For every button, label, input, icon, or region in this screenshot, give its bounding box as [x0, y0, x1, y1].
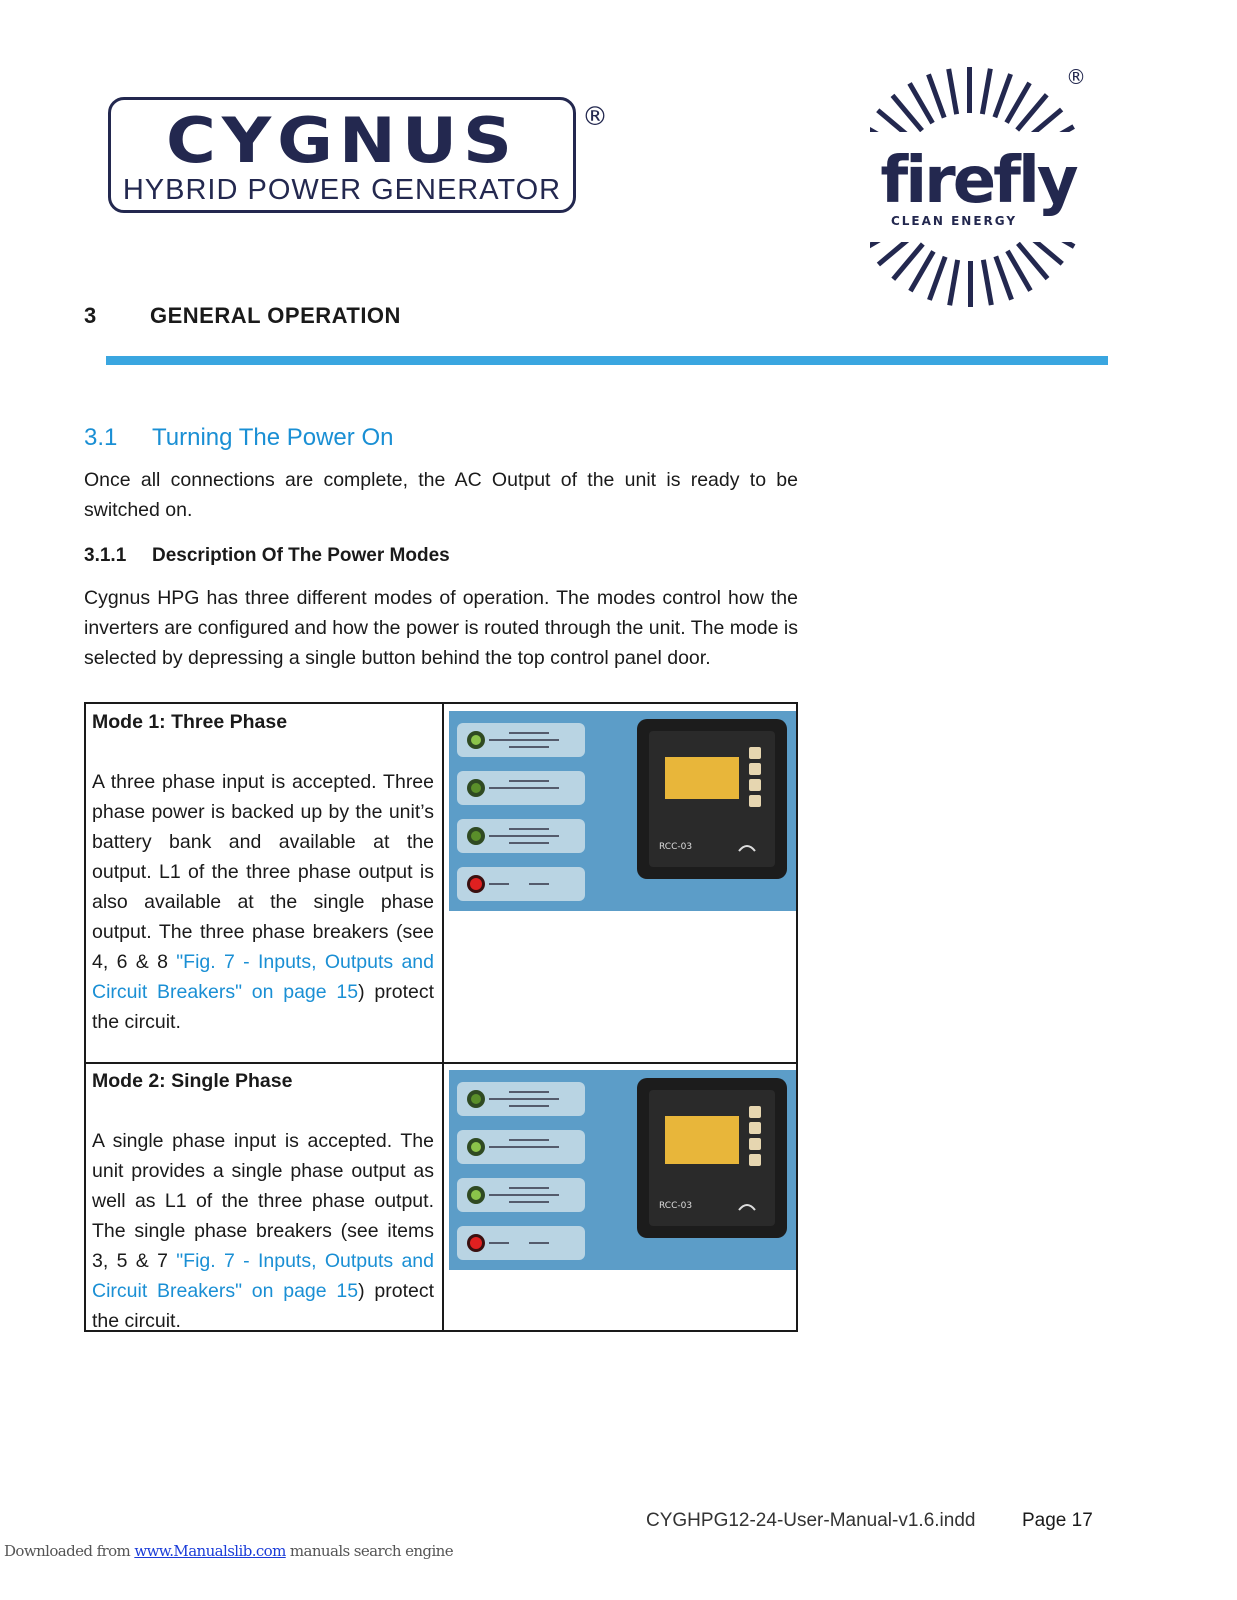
mode-2-body [92, 1126, 434, 1336]
section-intro: Once all connections are complete, the AC Output of the unit is ready to be switched on. [84, 469, 798, 521]
mode-1-text-end: ) protect the circuit. [92, 981, 435, 1033]
rcc-controller [637, 1078, 787, 1238]
mode-1-body [92, 767, 434, 1037]
chapter-divider [106, 356, 1108, 365]
table-row-divider [86, 1062, 796, 1064]
table-column-divider [442, 704, 444, 1330]
cygnus-logo-tagline: HYBRID POWER GENERATOR [122, 174, 562, 206]
download-suffix: manuals search engine [285, 1542, 453, 1560]
mode-2-title: Mode 2: Single Phase [92, 1070, 293, 1092]
mode-2-text-end: ) protect the circuit. [92, 1280, 435, 1332]
firefly-registered-mark: ® [1066, 65, 1086, 89]
subsection-number: 3.1.1 [84, 545, 127, 566]
mode-1-description [92, 707, 434, 1037]
manualslib-link[interactable]: www.Manualslib.com [134, 1542, 286, 1560]
section-number: 3.1 [84, 424, 118, 451]
mode-1-figure-link[interactable]: "Fig. 7 - Inputs, Outputs and Circuit Breakers" on page 15 [92, 951, 434, 1003]
rcc-controller [637, 719, 787, 879]
mode-2-description [92, 1066, 434, 1336]
mode-1-control-panel-image [449, 711, 796, 911]
cygnus-logo [108, 97, 576, 213]
mode-1-controller-label: RCC-03 [659, 842, 693, 852]
cygnus-registered-mark: ® [582, 102, 608, 132]
mode-2-controller-label: RCC-03 [659, 1201, 693, 1211]
mode-1-title: Mode 1: Three Phase [92, 711, 288, 733]
manualslib-download-note [4, 1542, 453, 1560]
chapter-number: 3 [84, 303, 97, 328]
subsection-title: Description Of The Power Modes [152, 545, 450, 566]
firefly-logo-word: firefly [880, 144, 1076, 218]
firefly-logo-tagline: CLEAN ENERGY [890, 214, 1018, 228]
cygnus-logo-word: CYGNUS [165, 105, 519, 178]
power-modes-table [84, 702, 798, 1332]
mode-2-text: A single phase input is accepted. The unit provides a single phase output as well as L1 of the three phase output. The single phase breakers (see items 3, 5 & 7 [92, 1130, 434, 1272]
section-title: Turning The Power On [152, 424, 394, 451]
mode-2-figure-link[interactable]: "Fig. 7 - Inputs, Outputs and Circuit Breakers" on page 15 [92, 1250, 434, 1302]
footer-page-number: Page 17 [1022, 1510, 1093, 1531]
firefly-logo [870, 62, 1100, 312]
download-prefix: Downloaded from [4, 1542, 135, 1560]
mode-1-text: A three phase input is accepted. Three phase power is backed up by the unit’s battery bank and available at the output. L1 of the three phase output is also available at the single phase output. The three phase breakers (see 4, 6 & 8 [92, 771, 434, 973]
chapter-title: GENERAL OPERATION [150, 303, 401, 328]
mode-2-control-panel-image [449, 1070, 796, 1270]
subsection-body: Cygnus HPG has three different modes of operation. The modes control how the inverters are configured and how the power is routed through the unit. The mode is selected by depressing a single button behind the top control panel door. [84, 587, 798, 669]
footer-filename: CYGHPG12-24-User-Manual-v1.6.indd [646, 1510, 976, 1531]
